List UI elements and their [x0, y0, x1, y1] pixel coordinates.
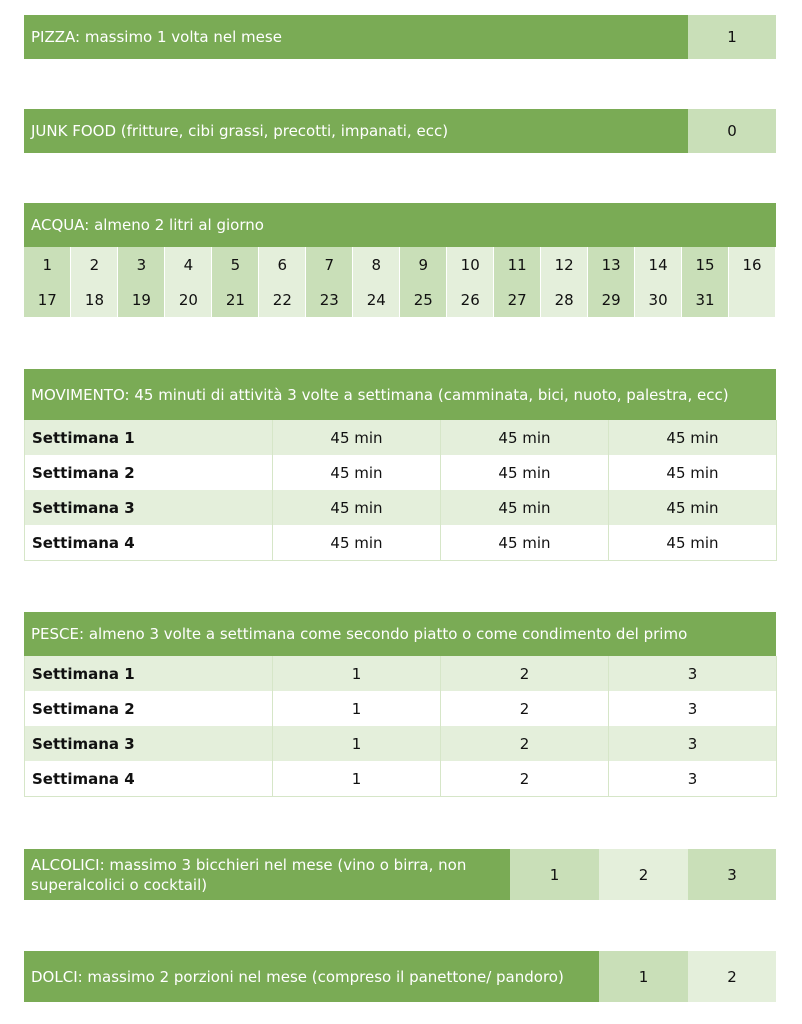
junk-food-section — [24, 109, 776, 153]
minutes-cell[interactable]: 45 min — [273, 490, 441, 525]
week-label: Settimana 2 — [25, 455, 273, 490]
minutes-cell[interactable]: 45 min — [609, 490, 777, 525]
day-cell[interactable]: 6 — [259, 247, 306, 282]
table-row — [25, 455, 777, 490]
count-cell[interactable]: 3 — [609, 691, 777, 726]
day-cell[interactable]: 26 — [447, 282, 494, 317]
dolci-count-1[interactable]: 1 — [599, 951, 688, 1002]
day-cell[interactable]: 24 — [353, 282, 400, 317]
count-cell[interactable]: 2 — [441, 691, 609, 726]
week-label: Settimana 3 — [25, 726, 273, 761]
day-cell[interactable]: 17 — [24, 282, 71, 317]
alcolici-section — [24, 849, 776, 900]
day-cell[interactable]: 20 — [165, 282, 212, 317]
week-label: Settimana 1 — [25, 656, 273, 691]
pizza-count-1[interactable]: 1 — [688, 15, 776, 59]
pesce-table — [24, 656, 777, 797]
alcolici-count-3[interactable]: 3 — [688, 849, 776, 900]
day-cell[interactable]: 27 — [494, 282, 541, 317]
acqua-label: ACQUA: almeno 2 litri al giorno — [24, 203, 776, 247]
dolci-count-2[interactable]: 2 — [688, 951, 776, 1002]
acqua-days-row-2 — [24, 282, 776, 317]
junk-food-count[interactable]: 0 — [688, 109, 776, 153]
count-cell[interactable]: 2 — [441, 656, 609, 691]
junk-food-label: JUNK FOOD (fritture, cibi grassi, precotti, impanati, ecc) — [24, 109, 688, 153]
acqua-section — [24, 203, 776, 317]
movimento-section — [24, 369, 776, 561]
day-cell[interactable]: 8 — [353, 247, 400, 282]
minutes-cell[interactable]: 45 min — [441, 490, 609, 525]
day-cell[interactable] — [729, 282, 776, 317]
day-cell[interactable]: 18 — [71, 282, 118, 317]
day-cell[interactable]: 4 — [165, 247, 212, 282]
day-cell[interactable]: 25 — [400, 282, 447, 317]
dolci-label: DOLCI: massimo 2 porzioni nel mese (compreso il panettone/ pandoro) — [24, 951, 599, 1002]
day-cell[interactable]: 5 — [212, 247, 259, 282]
day-cell[interactable]: 19 — [118, 282, 165, 317]
minutes-cell[interactable]: 45 min — [609, 420, 777, 455]
day-cell[interactable]: 11 — [494, 247, 541, 282]
day-cell[interactable]: 31 — [682, 282, 729, 317]
week-label: Settimana 4 — [25, 525, 273, 561]
pesce-label: PESCE: almeno 3 volte a settimana come secondo piatto o come condimento del primo — [24, 612, 776, 656]
day-cell[interactable]: 22 — [259, 282, 306, 317]
alcolici-label: ALCOLICI: massimo 3 bicchieri nel mese (vino o birra, non superalcolici o cocktail) — [24, 849, 510, 900]
day-cell[interactable]: 12 — [541, 247, 588, 282]
day-cell[interactable]: 10 — [447, 247, 494, 282]
table-row — [25, 420, 777, 455]
week-label: Settimana 4 — [25, 761, 273, 797]
day-cell[interactable]: 28 — [541, 282, 588, 317]
alcolici-count-1[interactable]: 1 — [510, 849, 599, 900]
day-cell[interactable]: 30 — [635, 282, 682, 317]
movimento-table — [24, 420, 777, 561]
day-cell[interactable]: 1 — [24, 247, 71, 282]
acqua-days-table — [24, 247, 776, 317]
day-cell[interactable]: 23 — [306, 282, 353, 317]
count-cell[interactable]: 1 — [273, 761, 441, 797]
dolci-section — [24, 951, 776, 1002]
day-cell[interactable]: 7 — [306, 247, 353, 282]
minutes-cell[interactable]: 45 min — [273, 420, 441, 455]
pesce-section — [24, 612, 776, 797]
count-cell[interactable]: 3 — [609, 726, 777, 761]
day-cell[interactable]: 29 — [588, 282, 635, 317]
count-cell[interactable]: 3 — [609, 656, 777, 691]
minutes-cell[interactable]: 45 min — [609, 525, 777, 561]
minutes-cell[interactable]: 45 min — [273, 455, 441, 490]
pizza-section — [24, 15, 776, 59]
day-cell[interactable]: 16 — [729, 247, 776, 282]
week-label: Settimana 3 — [25, 490, 273, 525]
day-cell[interactable]: 2 — [71, 247, 118, 282]
movimento-label: MOVIMENTO: 45 minuti di attività 3 volte a settimana (camminata, bici, nuoto, palestra, ecc) — [24, 369, 776, 420]
count-cell[interactable]: 3 — [609, 761, 777, 797]
minutes-cell[interactable]: 45 min — [609, 455, 777, 490]
day-cell[interactable]: 3 — [118, 247, 165, 282]
day-cell[interactable]: 9 — [400, 247, 447, 282]
count-cell[interactable]: 2 — [441, 761, 609, 797]
table-row — [25, 490, 777, 525]
alcolici-count-2[interactable]: 2 — [599, 849, 688, 900]
minutes-cell[interactable]: 45 min — [273, 525, 441, 561]
day-cell[interactable]: 15 — [682, 247, 729, 282]
pizza-label: PIZZA: massimo 1 volta nel mese — [24, 15, 688, 59]
minutes-cell[interactable]: 45 min — [441, 420, 609, 455]
week-label: Settimana 1 — [25, 420, 273, 455]
day-cell[interactable]: 21 — [212, 282, 259, 317]
count-cell[interactable]: 1 — [273, 726, 441, 761]
acqua-days-row-1 — [24, 247, 776, 282]
count-cell[interactable]: 1 — [273, 691, 441, 726]
table-row — [25, 691, 777, 726]
table-row — [25, 525, 777, 561]
table-row — [25, 656, 777, 691]
week-label: Settimana 2 — [25, 691, 273, 726]
minutes-cell[interactable]: 45 min — [441, 455, 609, 490]
day-cell[interactable]: 13 — [588, 247, 635, 282]
table-row — [25, 761, 777, 797]
table-row — [25, 726, 777, 761]
count-cell[interactable]: 1 — [273, 656, 441, 691]
day-cell[interactable]: 14 — [635, 247, 682, 282]
count-cell[interactable]: 2 — [441, 726, 609, 761]
minutes-cell[interactable]: 45 min — [441, 525, 609, 561]
